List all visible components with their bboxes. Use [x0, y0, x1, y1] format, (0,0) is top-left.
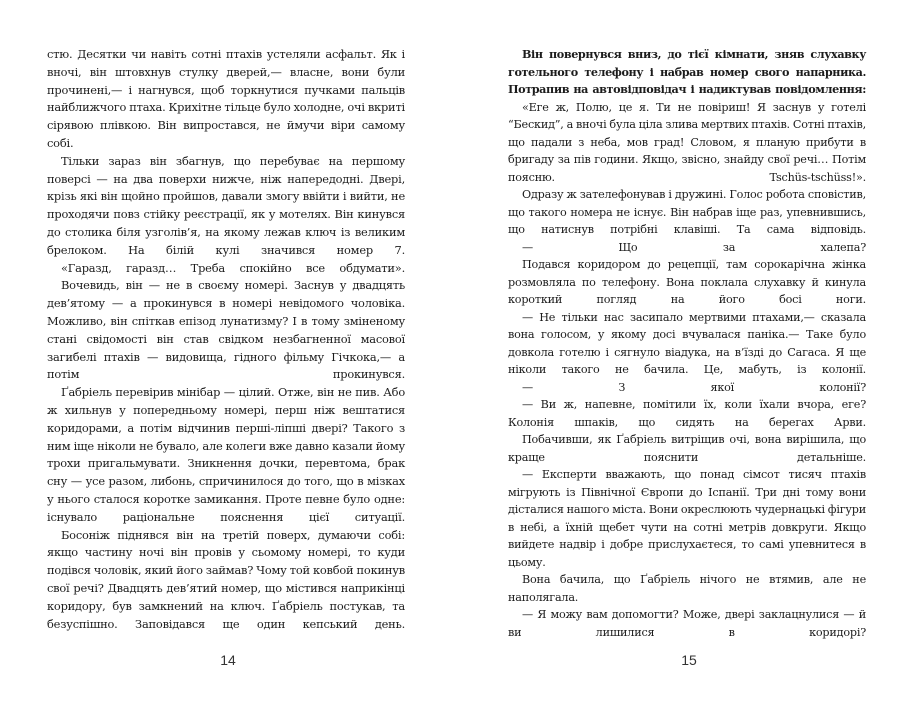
paragraph: Босоніж піднявся він на третій поверх, думаючи собі: якщо частину ночі він провів у сьомому номері, то куди подівся чоловік, який його займав? Чому той ковбой покинув свої речі? Двадцять дев’ятий номер, що містився наприкінці коридору, був замкнений на ключ. Ґабріель постукав, та безуспішно. Заповідався ще один кепський день. — [47, 527, 405, 631]
left-page — [47, 46, 405, 633]
paragraph: — Що за халепа? — [522, 240, 866, 254]
paragraph: — Ви ж, напевне, помітили їх, коли їхали вчора, еге? Колонія шпаків, що сидять на берегах Арви. — [508, 398, 866, 429]
page-number-right: 15 — [681, 652, 697, 668]
paragraph: Вочевидь, він — не в своєму номері. Заснув у двадцять дев’ятому — а прокинувся в номері невідомого чоловіка. Можливо, він спіткав епізод лунатизму? І в тому зміненому стані свідомості він став свідком незбагненної масової загибелі птахів — видовища, гідного фільму Гічкока,— а потім прокинувся. — [47, 278, 405, 382]
right-page — [508, 46, 866, 641]
paragraph: — Не тільки нас засипало мертвими птахами,— сказала вона голосом, у якому досі вчувалася паніка.— Таке було довкола готелю і сягнуло віадука, на в’їзді до Сагаса. Я ще ніколи такого не бачила. Це, мабуть, із колонії. — [508, 310, 866, 376]
paragraph: Тільки зараз він збагнув, що перебуває на першому поверсі — на два поверхи нижче, ніж напередодні. Двері, крізь які він щойно пройшов, давали змогу ввійти і вийти, не проходячи повз стійку реєстрації, як у мотелях. Він кинувся до столика біля узголів’я, на якому лежав ключ із великим брелоком. На білій кулі значився номер 7. — [47, 153, 405, 257]
paragraph: стю. Десятки чи навіть сотні птахів устеляли асфальт. Як і вночі, він штовхнув стулку дверей,— власне, вони були прочинені,— і нагнувся, щоб торкнутися пучками пальців найближчого птаха. Крихітне тільце було холодне, очі вкриті сірявою плівкою. Він випростався, не ймучи віри самому собі. — [47, 47, 405, 150]
page-number-left: 14 — [220, 652, 236, 668]
paragraph: Побачивши, як Ґабріель витріщив очі, вона вирішила, що краще пояснити детальніше. — [508, 433, 866, 464]
paragraph: — Експерти вважають, що понад сімсот тисяч птахів мігрують із Північної Європи до Іспанії. Три дні тому вони дісталися нашого міста. Вони окреслюють чудернацькі фігури в небі, а їхній щебет чути на сотні метрів довкруги. Якщо вийдете надвір і добре прислухаєтеся, то самі упевнитеся в цьому. — [508, 468, 866, 569]
paragraph: — Я можу вам допомогти? Може, двері заклацнулися — й ви лишилися в коридорі? — [508, 608, 866, 639]
paragraph: Подався коридором до рецепції, там сорокарічна жінка розмовляла по телефону. Вона поклала слухавку й кинула короткий погляд на його босі ноги. — [508, 258, 866, 306]
paragraph: Вона бачила, що Ґабріель нічого не втямив, але не наполягала. — [508, 573, 866, 604]
paragraph: «Гаразд, гаразд… Треба спокійно все обдумати». — [61, 260, 405, 275]
paragraph: Ґабріель перевірив мінібар — цілий. Отже, він не пив. Або ж хильнув у попередньому номері, перш ніж вештатися коридорами, а потім відчинив перші-ліпші двері? Такого з ним іще ніколи не бувало, але колеги вже давно казали йому трохи пригальмувати. Зникнення дочки, перевтома, брак сну — усе разом, либонь, спричинилося до того, що в мізках у нього сталося коротке замикання. Проте певне було одне: існувало раціональне пояснення цієї ситуації. — [47, 385, 405, 524]
paragraph: «Еге ж, Полю, це я. Ти не повіриш! Я заснув у готелі “Бескид”, а вночі була ціла злива мертвих птахів. Сотні птахів, що падали з неба, мов град! Словом, я планую прибути в бригаду за пів години. Якщо, звісно, знайду свої речі… Потім поясню. Tschüs-tschüss!». — [508, 100, 866, 184]
paragraph: — З якої колонії? — [522, 380, 866, 394]
paragraph: Одразу ж зателефонував і дружині. Голос робота сповістив, що такого номера не існує. Він набрав іще раз, упевнившись, що натиснув потрібні клавіші. Та сама відповідь. — [508, 188, 866, 236]
paragraph: Він повернувся вниз, до тієї кімнати, зняв слухавку готельного телефону і набрав номер свого напарника. Потрапив на автовідповідач і надиктував повідомлення: — [508, 47, 866, 96]
